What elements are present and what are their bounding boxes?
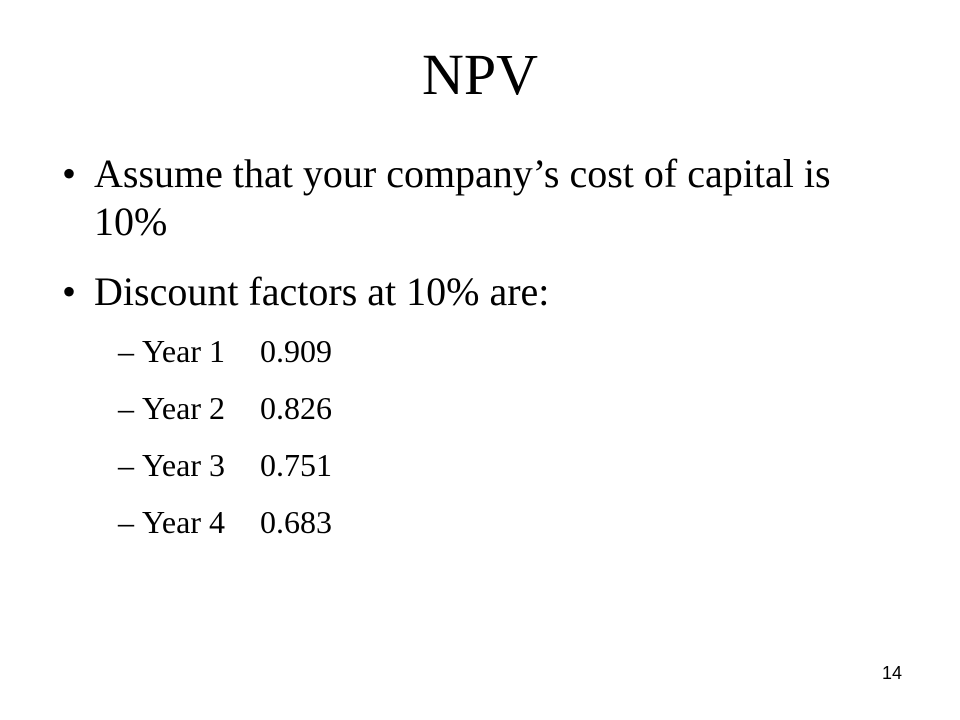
discount-factor-value: 0.909: [260, 333, 332, 369]
year-label: Year 3: [142, 447, 225, 483]
year-label: Year 1: [142, 333, 225, 369]
sub-bullet-marker: –: [118, 390, 134, 426]
slide-title: NPV: [421, 42, 539, 107]
sub-bullet-marker: –: [118, 504, 134, 540]
bullet-marker: •: [62, 269, 77, 314]
discount-factor-value: 0.683: [260, 504, 332, 540]
bullet-item-cost-of-capital: [62, 150, 902, 246]
year-label: Year 4: [142, 504, 225, 540]
discount-factor-item-year-3: [118, 446, 902, 484]
bullet-item-discount-factors: [62, 268, 902, 316]
discount-factor-list: [62, 332, 902, 541]
bullet-marker: •: [62, 151, 77, 196]
sub-bullet-marker: –: [118, 447, 134, 483]
page-number: 14: [881, 663, 902, 683]
year-label: Year 2: [142, 390, 225, 426]
sub-bullet-marker: –: [118, 333, 134, 369]
bullet-text: Discount factors at 10% are:: [94, 269, 550, 314]
bullet-text: Assume that your company’s cost of capital is 10%: [94, 151, 831, 244]
discount-factor-value: 0.751: [260, 447, 332, 483]
slide-content: [62, 150, 902, 560]
discount-factor-item-year-4: [118, 503, 902, 541]
discount-factor-item-year-2: [118, 389, 902, 427]
discount-factor-item-year-1: [118, 332, 902, 370]
discount-factor-value: 0.826: [260, 390, 332, 426]
